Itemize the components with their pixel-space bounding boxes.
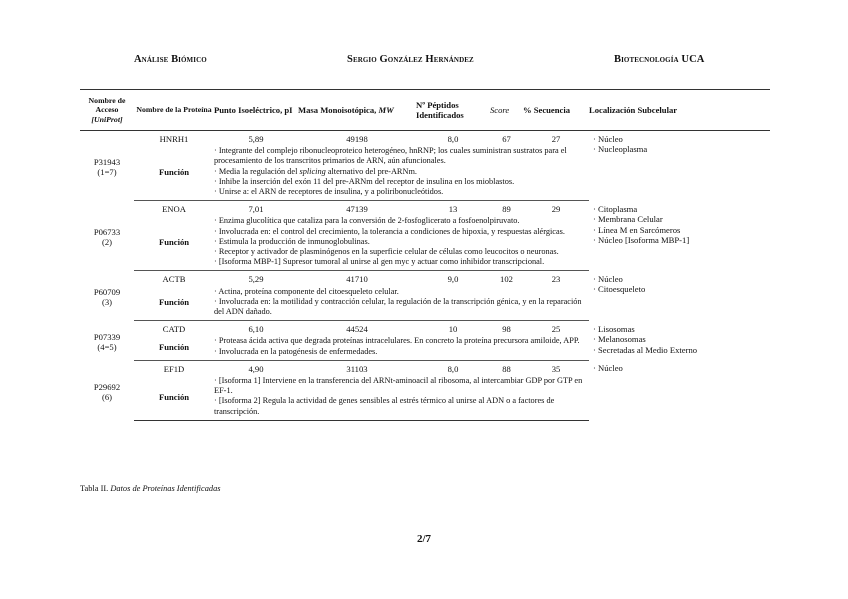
page-number: 2/7 xyxy=(416,533,432,545)
pi-value: 5,29 xyxy=(248,274,264,285)
function-cell xyxy=(214,374,589,420)
location-cell xyxy=(589,360,770,420)
col-score: Score xyxy=(490,90,523,131)
seq-value: 25 xyxy=(551,324,561,335)
mass-value: 41710 xyxy=(346,274,368,285)
function-line: · Receptor y activador de plasminógenos en la superficie celular de células como leucocitos o neuronas. xyxy=(214,247,559,257)
col-protein: Nombre de la Proteína xyxy=(134,90,214,131)
location-item: · Melanosomas xyxy=(593,334,646,345)
function-line: · Involucrada en: el control del crecimiento, la tolerancia a condiciones de hipoxia, y respuestas alérgicas. xyxy=(214,226,565,236)
accession-id: P07339 xyxy=(93,331,121,342)
pi-value: 6,10 xyxy=(248,324,264,335)
protein-name: HNRH1 xyxy=(159,134,189,144)
peptides-value: 9,0 xyxy=(447,274,459,285)
mass-value: 47139 xyxy=(346,204,368,215)
function-line: · [Isoforma MBP-1] Supresor tumoral al unirse al gen myc y actuar como inhibidor transcripcional. xyxy=(214,257,545,267)
spot-count: (6) xyxy=(101,391,113,402)
header-center: Sergio González Hernández xyxy=(347,54,474,65)
function-line: · Unirse a: el ARN de receptores de insulina, y a poliribonucleótidos. xyxy=(214,187,444,197)
function-label: Función xyxy=(134,214,214,271)
function-line: · Inhibe la inserción del exón 11 del pre-ARNm del receptor de insulina en los mioblastos. xyxy=(214,176,515,186)
accession-cell xyxy=(80,271,134,321)
table-row xyxy=(80,360,770,374)
spot-count: (4=5) xyxy=(97,342,117,353)
accession-cell xyxy=(80,321,134,361)
table-row xyxy=(80,201,770,215)
function-line: · Actina, proteína componente del citoesqueleto celular. xyxy=(214,286,399,296)
peptides-value: 10 xyxy=(448,324,458,335)
accession-cell xyxy=(80,131,134,201)
col-location: Localización Subcelular xyxy=(589,90,770,131)
peptides-value: 8,0 xyxy=(447,363,459,374)
accession-cell xyxy=(80,360,134,420)
pi-value: 5,89 xyxy=(248,134,264,144)
function-label: Función xyxy=(134,144,214,201)
score-value: 98 xyxy=(502,324,511,335)
spot-count: (2) xyxy=(101,237,113,248)
header-left: Análise Biómico xyxy=(134,54,207,65)
location-item: · Membrana Celular xyxy=(593,214,663,225)
col-pi: Punto Isoeléctrico, pI xyxy=(214,90,298,131)
accession-id: P06733 xyxy=(93,227,121,238)
score-value: 102 xyxy=(500,274,513,285)
peptides-value: 8,0 xyxy=(447,134,459,144)
mass-value: 49198 xyxy=(346,134,368,144)
function-line: · Enzima glucolítica que cataliza para la conversión de 2-fosfoglicerato a fosfoenolpiruvato. xyxy=(214,216,520,226)
table-caption: Tabla II. Datos de Proteínas Identificadas xyxy=(80,484,221,493)
table-header-row xyxy=(80,90,770,131)
location-cell xyxy=(589,321,770,361)
location-cell xyxy=(589,271,770,321)
score-value: 88 xyxy=(502,363,511,374)
col-peptides: Nº Péptidos Identificados xyxy=(416,90,490,131)
table-row xyxy=(80,131,770,145)
location-item: · Nucleoplasma xyxy=(593,144,648,155)
protein-name: ENOA xyxy=(162,204,186,215)
protein-table xyxy=(80,89,770,421)
pi-value: 7,01 xyxy=(248,204,264,215)
location-cell xyxy=(589,201,770,271)
score-value: 89 xyxy=(502,204,511,215)
accession-cell xyxy=(80,201,134,271)
col-seq: % Secuencia xyxy=(523,90,589,131)
table-body xyxy=(80,131,770,421)
function-line: · Involucrada en: la motilidad y contracción celular, la regulación de la transcripción génica, y en la reparación del ADN dañado. xyxy=(214,296,582,317)
location-item: · Citoesqueleto xyxy=(593,284,646,295)
accession-id: P29692 xyxy=(93,381,121,392)
protein-name: CATD xyxy=(162,324,186,335)
function-line: · Estimula la producción de inmunoglobulinas. xyxy=(214,236,370,246)
location-item: · Núcleo [Isoforma MBP-1] xyxy=(593,234,690,245)
location-item: · Núcleo xyxy=(593,363,623,374)
function-line: · [Isoforma 1] Interviene en la transferencia del ARNt-aminoacil al ribosoma, al intercambiar GDP por GTP en EF-1. xyxy=(214,376,583,396)
location-item: · Secretadas al Medio Externo xyxy=(593,344,698,355)
function-line: · Integrante del complejo ribonucleoproteico heterogéneo, hnRNP; los cuales suministran sustratos para el procesamiento de los transcritos primarios de ARN, aún afuncionales. xyxy=(214,146,567,166)
location-item: · Lisosomas xyxy=(593,323,635,334)
protein-name: ACTB xyxy=(162,274,186,285)
location-item: · Citoplasma xyxy=(593,203,638,214)
function-label: Función xyxy=(134,374,214,420)
function-line: · Media la regulación del splicing alternativo del pre-ARNm. xyxy=(214,166,417,176)
mass-value: 44524 xyxy=(346,324,368,335)
accession-id: P31943 xyxy=(93,157,121,168)
col-mass: Masa Monoisotópica, MW xyxy=(298,90,416,131)
location-cell xyxy=(589,131,770,201)
function-line: · Proteasa ácida activa que degrada proteínas intracelulares. En concreto la proteína precursora amiloide, APP. xyxy=(214,336,580,346)
function-label: Función xyxy=(134,285,214,321)
mass-value: 31103 xyxy=(346,363,368,374)
location-item: · Línea M en Sarcómeros xyxy=(593,224,681,235)
function-line: · Involucrada en la patogénesis de enfermedades. xyxy=(214,346,378,356)
function-cell xyxy=(214,285,589,321)
peptides-value: 13 xyxy=(448,204,458,215)
table-row xyxy=(80,271,770,285)
accession-id: P60709 xyxy=(93,287,121,298)
header-right: Biotecnología UCA xyxy=(614,54,705,65)
spot-count: (3) xyxy=(101,297,113,308)
function-cell xyxy=(214,214,589,271)
function-cell xyxy=(214,144,589,201)
seq-value: 23 xyxy=(551,274,561,285)
col-accession: Nombre de Acceso [UniProt] xyxy=(80,90,134,131)
pi-value: 4,90 xyxy=(248,363,264,374)
function-label: Función xyxy=(134,334,214,360)
protein-name: EF1D xyxy=(163,363,185,374)
location-item: · Núcleo xyxy=(593,134,623,144)
score-value: 67 xyxy=(502,134,511,144)
seq-value: 27 xyxy=(551,134,561,144)
seq-value: 29 xyxy=(551,204,561,215)
table-row xyxy=(80,321,770,335)
function-line: · [Isoforma 2] Regula la actividad de genes sensibles al estrés térmico al unirse al ADN o a factores de transcripción. xyxy=(214,396,555,416)
function-cell xyxy=(214,334,589,360)
seq-value: 35 xyxy=(551,363,561,374)
location-item: · Núcleo xyxy=(593,273,623,284)
spot-count: (1=7) xyxy=(97,167,117,178)
